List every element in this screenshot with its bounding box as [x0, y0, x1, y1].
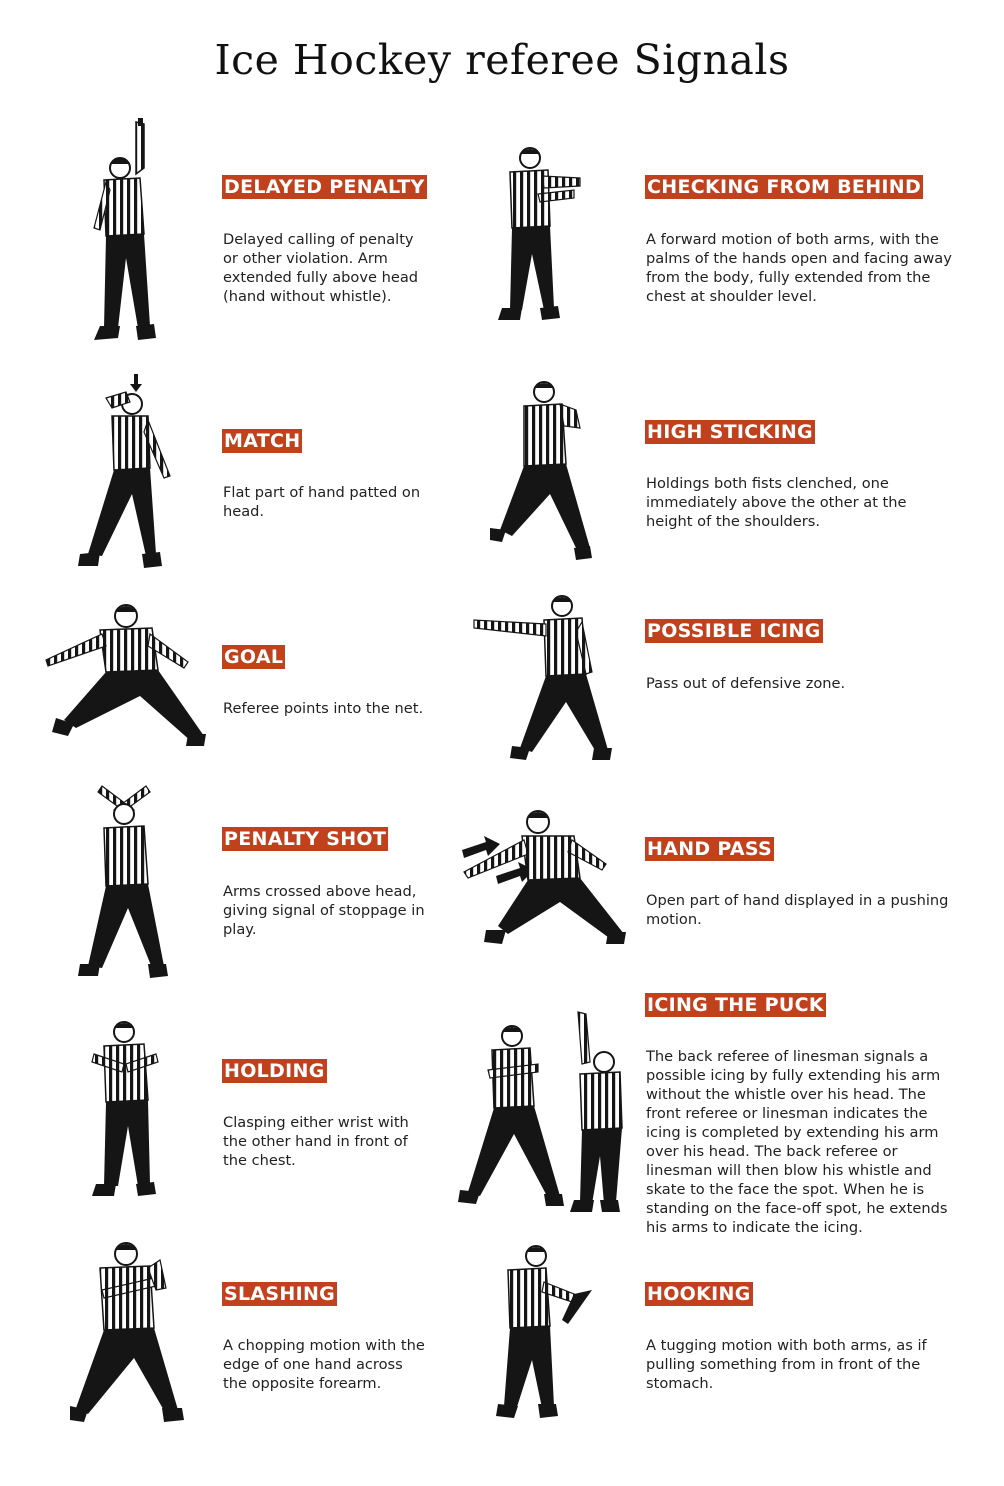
referee-tugging-arms-icon: [496, 1242, 594, 1422]
referee-arm-extended-icon: [470, 592, 616, 764]
signal-label: DELAYED PENALTY: [224, 176, 425, 198]
referee-chopping-forearm-icon: [70, 1238, 188, 1428]
signal-label: POSSIBLE ICING: [647, 620, 821, 642]
signal-label: HOOKING: [647, 1283, 751, 1305]
signal-description: Arms crossed above head, giving signal of stoppage in play.: [223, 883, 425, 938]
referee-pointing-net-icon: [40, 600, 210, 750]
referee-hand-on-head-icon: [76, 372, 176, 574]
signal-description: Holdings both fists clenched, one immediately above the other at the height of the shoulders.: [646, 475, 907, 530]
signal-description: Delayed calling of penalty or other violation. Arm extended fully above head (hand without whistle).: [223, 231, 419, 305]
referee-wrist-clasp-icon: [88, 1018, 162, 1204]
page-title: Ice Hockey referee Signals: [214, 36, 790, 84]
signal-description: A chopping motion with the edge of one hand across the opposite forearm.: [223, 1337, 425, 1392]
signal-description: Referee points into the net.: [223, 700, 424, 717]
signal-label: HAND PASS: [647, 838, 772, 860]
referee-arms-forward-icon: [492, 144, 588, 328]
signal-description: Clasping either wrist with the other hand in front of the chest.: [223, 1114, 409, 1169]
referee-arm-raised-icon: [78, 118, 170, 352]
referee-fists-stacked-icon: [490, 378, 596, 564]
signal-description: Open part of hand displayed in a pushing motion.: [646, 892, 949, 928]
signal-label: HIGH STICKING: [647, 421, 813, 443]
signal-description: A tugging motion with both arms, as if pulling something from in front of the stomach.: [646, 1337, 927, 1392]
signal-label: HOLDING: [224, 1060, 325, 1082]
signal-description: Flat part of hand patted on head.: [223, 484, 421, 520]
signal-description: The back referee of linesman signals a possible icing by fully extending his arm without the whistle over his head. The front referee or linesman indicates the icing is completed by extending his arm over his head. The back referee or linesman will then blow his whistle and skate to the face the spot. When he is standing on the face-off spot, he extends his arms to indicate the icing.: [646, 1048, 948, 1236]
referee-arms-crossed-overhead-icon: [78, 780, 174, 984]
two-referees-icing-icon: [458, 1010, 628, 1216]
signal-description: A forward motion of both arms, with the palms of the hands open and facing away from the body, fully extended from the chest at shoulder level.: [646, 231, 952, 305]
signal-label: CHECKING FROM BEHIND: [647, 176, 922, 198]
signal-label: ICING THE PUCK: [647, 994, 824, 1016]
signal-description: Pass out of defensive zone.: [646, 675, 846, 692]
signal-label: MATCH: [224, 430, 301, 452]
referee-pushing-motion-icon: [456, 808, 632, 950]
signal-label: PENALTY SHOT: [224, 828, 387, 850]
signal-label: GOAL: [224, 646, 284, 668]
signal-label: SLASHING: [224, 1283, 336, 1305]
